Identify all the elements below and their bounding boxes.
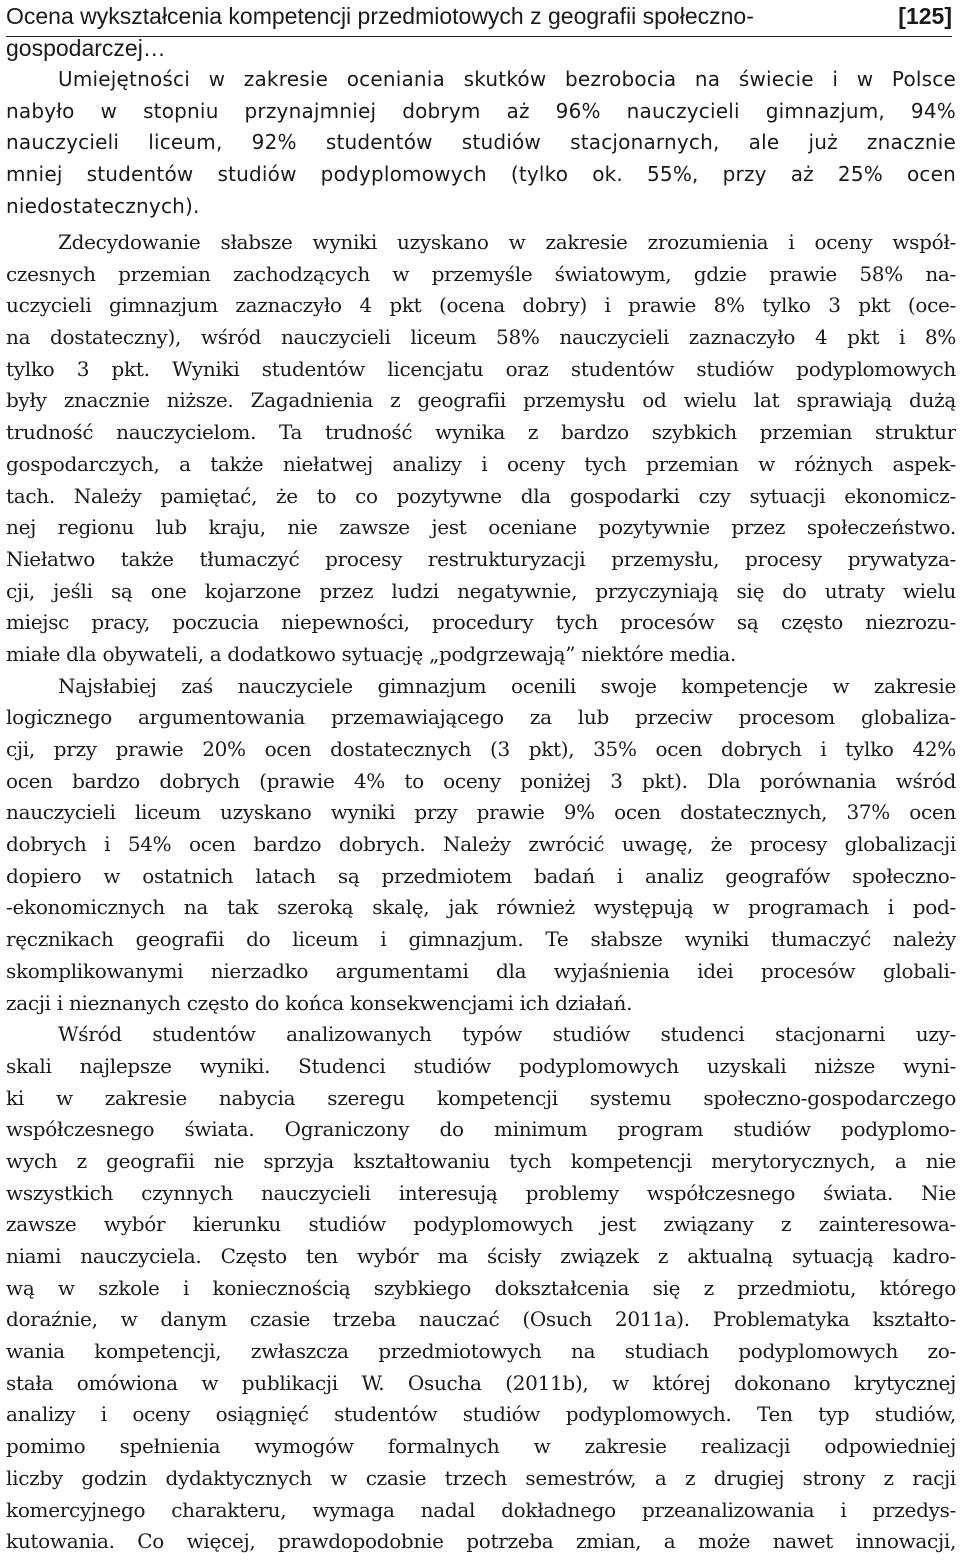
text-line: na dostateczny), wśród nauczycieli liceum 58% nauczycieli zaznaczyło 4 pkt i 8% <box>6 325 956 350</box>
text-line: nauczycieli liceum, 92% studentów studiów stacjonarnych, ale już znacznie <box>6 130 956 155</box>
text-line: miejsc pracy, poczucia niepewności, procedury tych procesów są często niezrozu- <box>6 610 956 635</box>
text-line: uczycieli gimnazjum zaznaczyło 4 pkt (ocena dobry) i prawie 8% tylko 3 pkt (oce- <box>6 293 956 318</box>
text-line: czesnych przemian zachodzących w przemyśle światowym, gdzie prawie 58% na- <box>6 261 956 286</box>
text-line: cji, jeśli są one kojarzone przez ludzi negatywnie, przyczyniają się do utraty wielu <box>6 578 956 603</box>
text-line: gospodarczych, a także niełatwej analizy i oceny tych przemian w różnych aspek- <box>6 451 956 476</box>
text-line: cji, przy prawie 20% ocen dostatecznych (3 pkt), 35% ocen dobrych i tylko 42% <box>6 737 956 761</box>
page-number: [125] <box>898 3 952 29</box>
text-line: tylko 3 pkt. Wyniki studentów licencjatu oraz studentów studiów podyplomowych <box>6 356 956 381</box>
text-line: ręcznikach geografii do liceum i gimnazjum. Te słabsze wyniki tłumaczyć należy <box>6 927 956 952</box>
text-line: niedostatecznych). <box>6 193 200 218</box>
text-line: stała omówiona w publikacji W. Osucha (2011b), w której dokonano krytycznej <box>6 1370 956 1395</box>
text-line: liczby godzin dydaktycznych w czasie trzech semestrów, a z drugiej strony z racji <box>6 1465 956 1490</box>
text-line: współczesnego świata. Ograniczony do minimum program studiów podyplomo- <box>6 1117 956 1142</box>
text-line: kutowania. Co więcej, prawdopodobnie potrzeba zmian, a może nawet innowacji, <box>6 1529 956 1554</box>
paragraph-students <box>6 1019 956 1558</box>
text-line: dopiero w ostatnich latach są przedmiotem badań i analiz geografów społeczno- <box>6 863 956 888</box>
text-line: wszystkich czynnych nauczycieli interesują problemy współczesnego świata. Nie <box>6 1180 956 1205</box>
text-line: analizy i oceny osiągnięć studentów studiów podyplomowych. Ten typ studiów, <box>6 1402 956 1427</box>
running-title: Ocena wykształcenia kompetencji przedmiotowych z geografii społeczno-gospodarczej… <box>6 3 754 61</box>
text-line: nej regionu lub kraju, nie zawsze jest oceniane pozytywnie przez społeczeństwo. <box>6 515 956 540</box>
text-line: Niełatwo także tłumaczyć procesy restrukturyzacji przemysłu, procesy prywatyza- <box>6 546 956 571</box>
text-line: wą w szkole i koniecznością szybkiego dokształcenia się z przedmiotu, którego <box>6 1275 956 1300</box>
body-text <box>6 227 956 1558</box>
text-line: pomimo spełnienia wymogów formalnych w zakresie realizacji odpowiedniej <box>6 1434 956 1459</box>
text-line: skali najlepsze wyniki. Studenci studiów podyplomowych uzyskali niższe wyni- <box>6 1053 956 1078</box>
text-line: nabyło w stopniu przynajmniej dobrym aż 96% nauczycieli gimnazjum, 94% <box>6 98 956 123</box>
text-line: zawsze wybór kierunku studiów podyplomowych jest związany z zainteresowa- <box>6 1212 956 1237</box>
paragraph-unemployment <box>6 64 956 222</box>
text-line: Najsłabiej zaś nauczyciele gimnazjum ocenili swoje kompetencje w zakresie <box>58 673 956 698</box>
text-line: dobrych i 54% ocen bardzo dobrych. Należy zwrócić uwagę, że procesy globalizacji <box>6 832 956 857</box>
text-line: Wśród studentów analizowanych typów studiów studenci stacjonarni uzy- <box>58 1022 956 1047</box>
text-line: wych z geografii nie sprzyja kształtowaniu tych kompetencji merytorycznych, a nie <box>6 1148 956 1173</box>
running-header <box>6 0 952 61</box>
text-line: logicznego argumentowania przemawiającego za lub przeciw procesom globaliza- <box>6 705 956 730</box>
text-line: doraźnie, w danym czasie trzeba nauczać (Osuch 2011a). Problematyka kształto- <box>6 1307 956 1332</box>
text-line: trudność nauczycielom. Ta trudność wynika z bardzo szybkich przemian struktur <box>6 420 956 445</box>
text-line: -ekonomicznych na tak szeroką skalę, jak również występują w programach i pod- <box>6 895 956 920</box>
paragraph-globalization <box>6 671 956 1020</box>
text-line: skomplikowanymi nierzadko argumentami dla wyjaśnienia idei procesów globali- <box>6 958 956 983</box>
text-line: ki w zakresie nabycia szeregu kompetencji systemu społeczno-gospodarczego <box>6 1085 956 1110</box>
text-line: Zdecydowanie słabsze wyniki uzyskano w zakresie zrozumienia i oceny współ- <box>58 230 956 254</box>
text-line: nauczycieli liceum uzyskano wyniki przy prawie 9% ocen dostatecznych, 37% ocen <box>6 800 956 825</box>
text-line: miałe dla obywateli, a dodatkowo sytuację „podgrzewają” niektóre media. <box>6 641 737 666</box>
text-line: zacji i nieznanych często do końca konsekwencjami ich działań. <box>6 990 633 1015</box>
text-line: wania kompetencji, zwłaszcza przedmiotowych na studiach podyplomowych zo- <box>6 1339 956 1364</box>
text-line: mniej studentów studiów podyplomowych (tylko ok. 55%, przy aż 25% ocen <box>6 162 956 187</box>
paragraph-industry <box>6 227 956 671</box>
text-line: tach. Należy pamiętać, że to co pozytywne dla gospodarki czy sytuacji ekonomicz- <box>6 483 956 508</box>
text-line: komercyjnego charakteru, wymaga nadal dokładnego przeanalizowania i przedys- <box>6 1497 956 1522</box>
text-line: były znacznie niższe. Zagadnienia z geografii przemysłu od wielu lat sprawiają dużą <box>6 388 956 413</box>
text-line: Umiejętności w zakresie oceniania skutków bezrobocia na świecie i w Polsce <box>58 67 956 91</box>
text-line: ocen bardzo dobrych (prawie 4% to oceny poniżej 3 pkt). Dla porównania wśród <box>6 768 956 793</box>
text-line: niami nauczyciela. Często ten wybór ma ścisły związek z aktualną sytuacją kadro- <box>6 1244 956 1268</box>
